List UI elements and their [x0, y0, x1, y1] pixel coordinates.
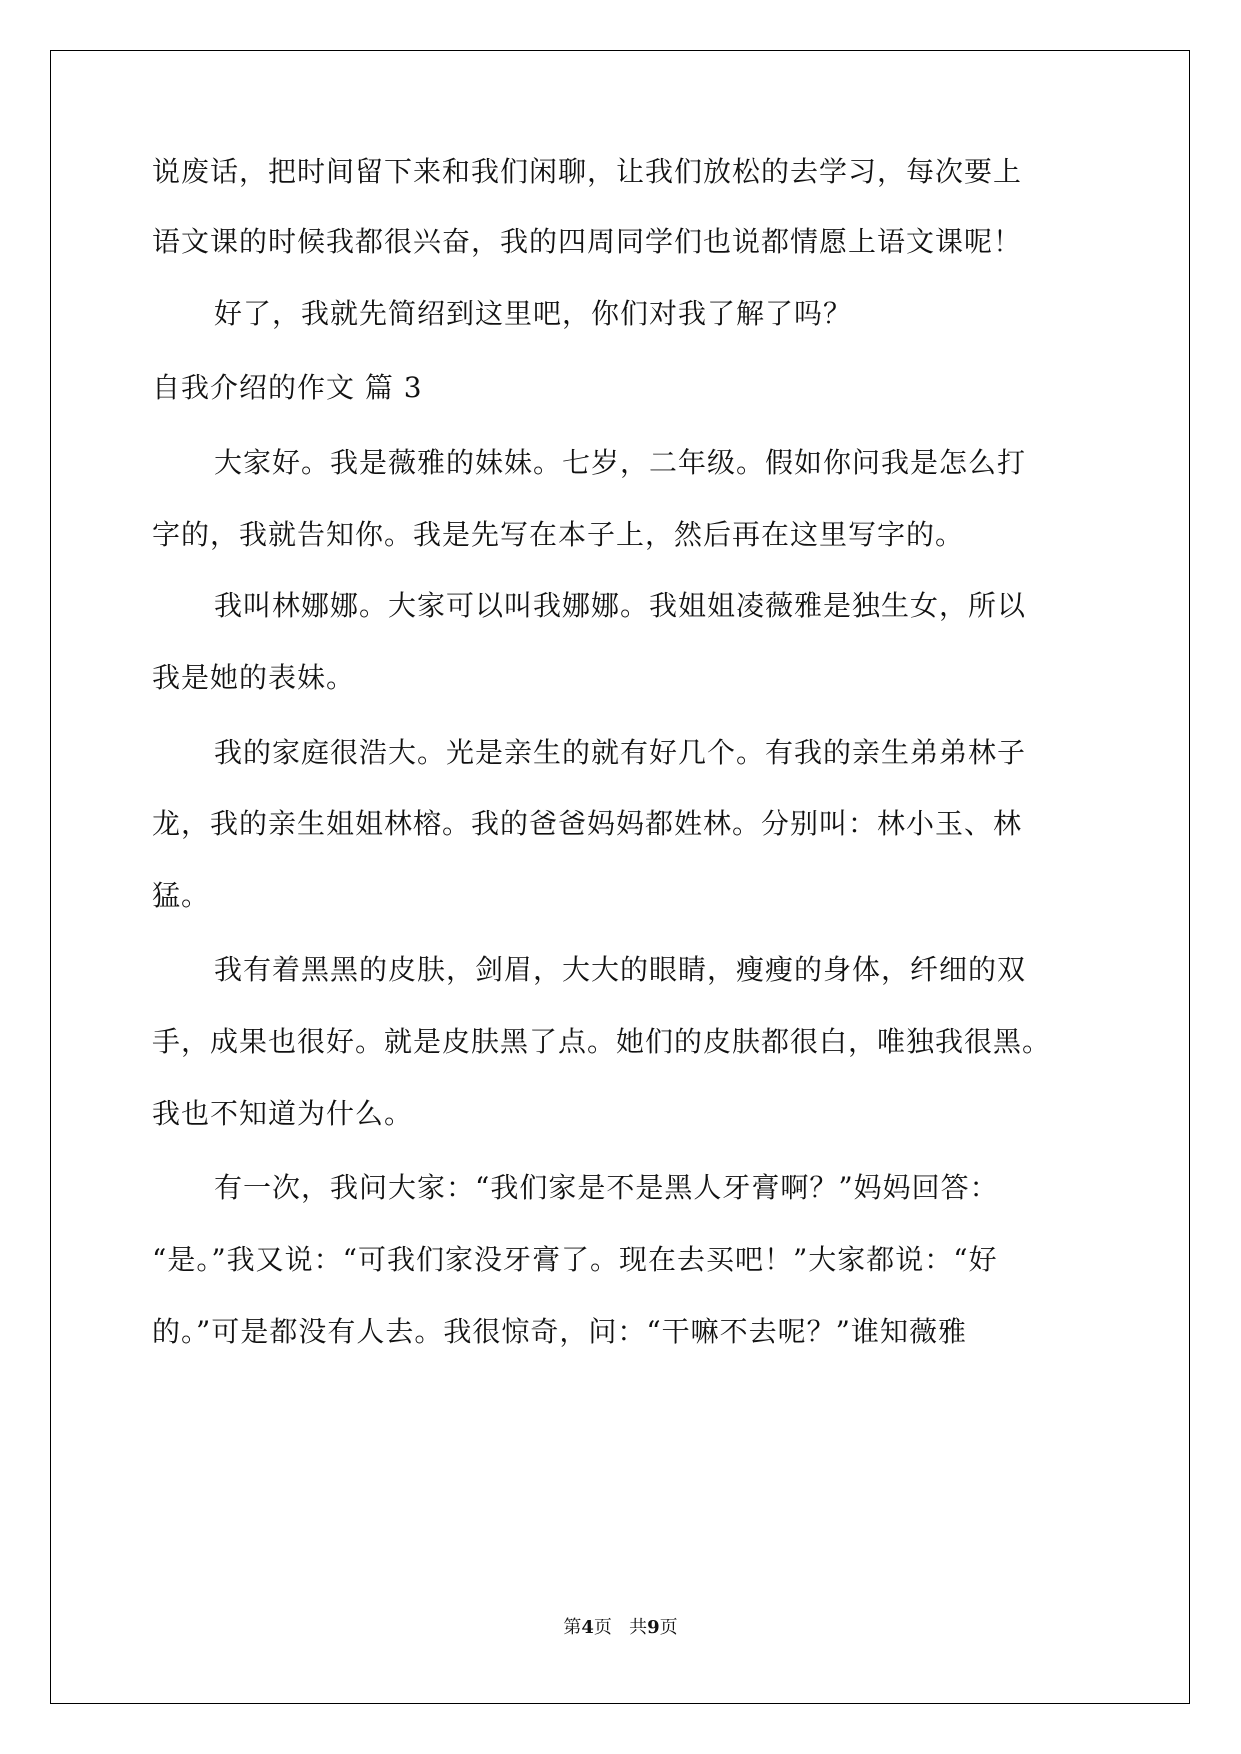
current-page-number: 4 — [581, 1617, 594, 1638]
text-line: 龙，我的亲生姐姐林榕。我的爸爸妈妈都姓林。分别叫：林小玉、林 — [152, 807, 1023, 840]
text-line: 的。”可是都没有人去。我很惊奇，问：“干嘛不去呢？”谁知薇雅 — [152, 1315, 967, 1348]
page-footer — [0, 1616, 1241, 1640]
text-line: 手，成果也很好。就是皮肤黑了点。她们的皮肤都很白，唯独我很黑。 — [152, 1025, 1052, 1058]
text-line: 说废话，把时间留下来和我们闲聊，让我们放松的去学习，每次要上 — [152, 155, 1023, 188]
text-line: 猛。 — [152, 879, 211, 912]
total-suffix: 页 — [659, 1617, 678, 1638]
text-line: 语文课的时候我都很兴奋，我的四周同学们也说都情愿上语文课呢！ — [152, 225, 1023, 258]
text-line: 我叫林娜娜。大家可以叫我娜娜。我姐姐凌薇雅是独生女，所以 — [214, 589, 1027, 622]
page-suffix: 页 — [593, 1617, 612, 1638]
text-line: 大家好。我是薇雅的妹妹。七岁，二年级。假如你问我是怎么打 — [214, 446, 1027, 479]
text-line: 我是她的表妹。 — [152, 661, 356, 694]
text-line: 好了，我就先简绍到这里吧，你们对我了解了吗？ — [214, 297, 853, 330]
page-prefix: 第 — [563, 1617, 582, 1638]
section-heading: 自我介绍的作文 篇 3 — [152, 371, 423, 404]
text-line: 字的，我就告知你。我是先写在本子上，然后再在这里写字的。 — [152, 518, 965, 551]
total-prefix: 共 — [629, 1617, 648, 1638]
text-line: “是。”我又说：“可我们家没牙膏了。现在去买吧！”大家都说：“好 — [152, 1243, 998, 1276]
total-pages-number: 9 — [647, 1617, 660, 1638]
text-line: 我也不知道为什么。 — [152, 1097, 414, 1130]
text-line: 有一次，我问大家：“我们家是不是黑人牙膏啊？”妈妈回答： — [214, 1171, 999, 1204]
text-line: 我有着黑黑的皮肤，剑眉，大大的眼睛，瘦瘦的身体，纤细的双 — [214, 953, 1027, 986]
text-line: 我的家庭很浩大。光是亲生的就有好几个。有我的亲生弟弟林子 — [214, 736, 1027, 769]
